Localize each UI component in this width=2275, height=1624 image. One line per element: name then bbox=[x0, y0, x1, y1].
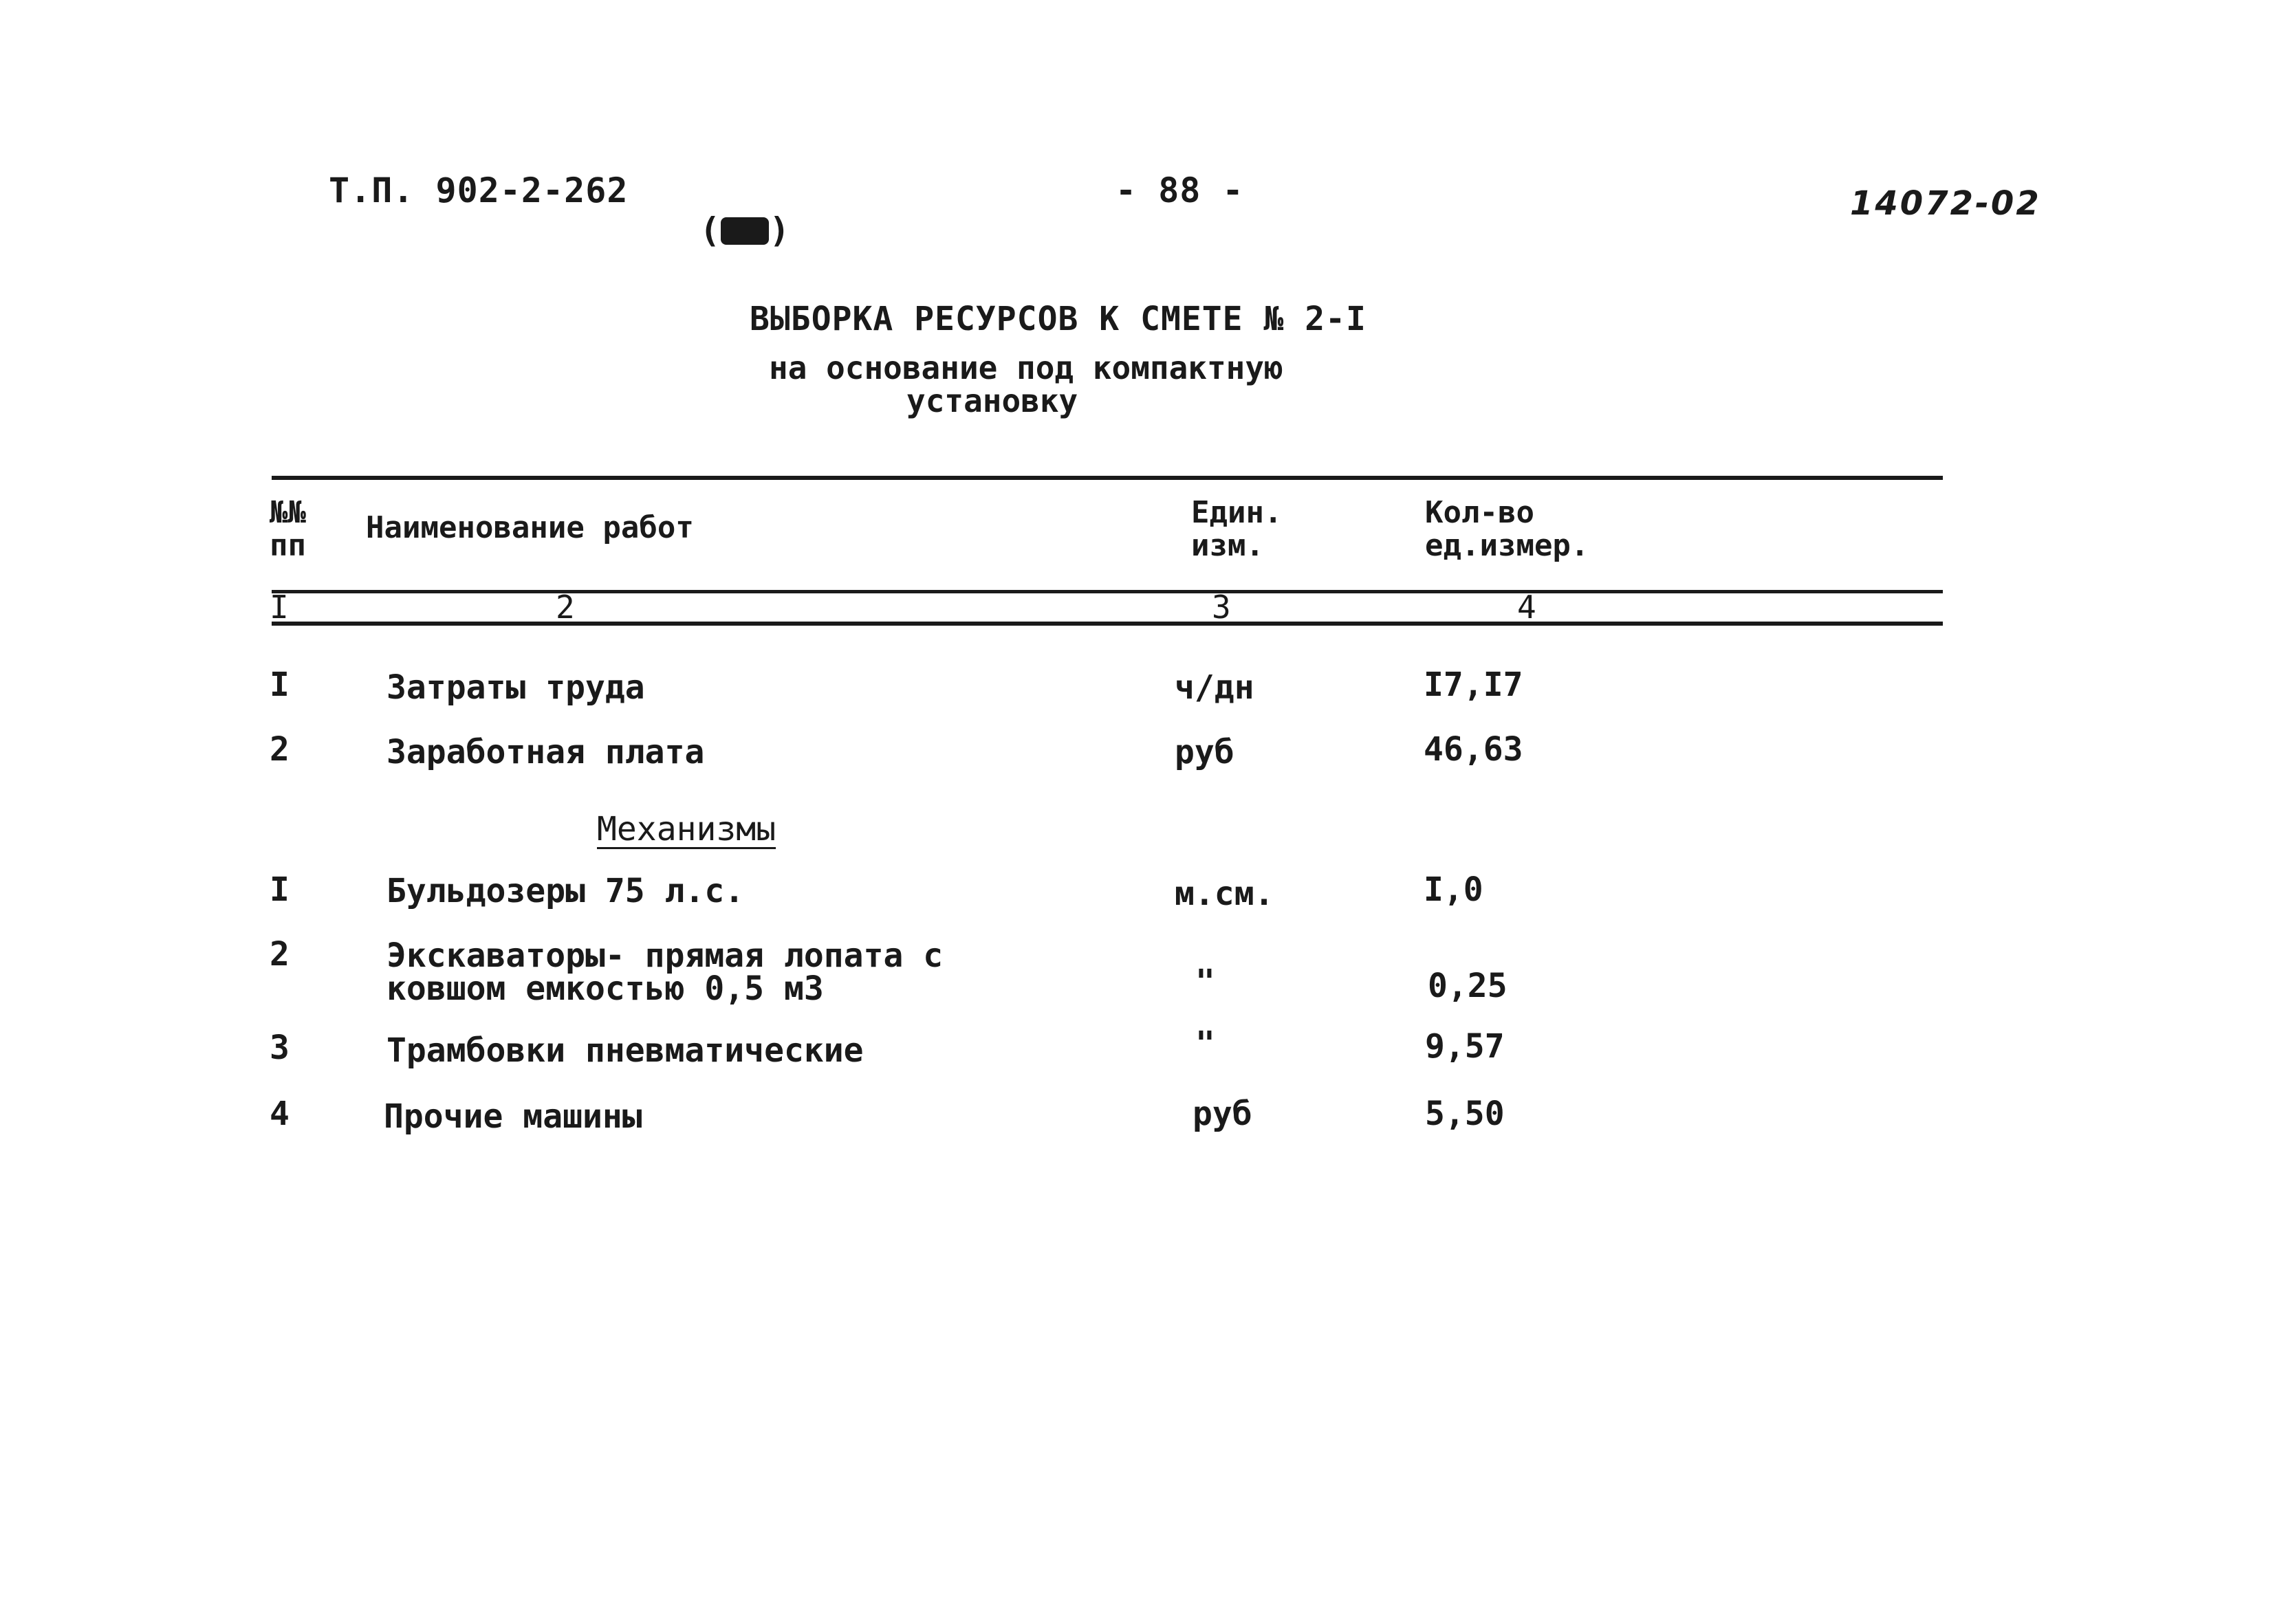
column-number-1: I bbox=[270, 589, 289, 626]
row-num: 2 bbox=[270, 730, 290, 769]
header-unit: Един. изм. bbox=[1191, 495, 1283, 563]
table-top-rule bbox=[272, 476, 1943, 480]
row-num: 4 bbox=[270, 1095, 290, 1133]
row-num: I bbox=[270, 666, 290, 704]
page-number: - 88 - bbox=[1115, 171, 1244, 210]
row-num: 3 bbox=[270, 1029, 290, 1067]
row-unit: ч/дн bbox=[1175, 668, 1254, 707]
row-qty: 46,63 bbox=[1424, 730, 1523, 769]
row-name: Трамбовки пневматические bbox=[387, 1031, 864, 1070]
header-bottom-rule bbox=[272, 590, 1943, 593]
row-qty: 0,25 bbox=[1428, 967, 1507, 1005]
row-name: Затраты труда bbox=[387, 668, 645, 707]
document-subtitle-line1: на основание под компактную bbox=[769, 349, 1283, 386]
row-unit: " bbox=[1195, 1024, 1215, 1063]
row-unit: м.см. bbox=[1175, 875, 1274, 913]
blot-mark bbox=[721, 217, 769, 245]
row-qty: 9,57 bbox=[1425, 1027, 1505, 1066]
row-name: Прочие машины bbox=[384, 1097, 642, 1136]
header-num: №№ пп bbox=[270, 495, 306, 563]
column-number-3: 3 bbox=[1212, 589, 1231, 626]
document-code: Т.П. 902-2-262 bbox=[329, 171, 629, 210]
row-name: Бульдозеры 75 л.с. bbox=[387, 872, 745, 910]
row-name: Экскаваторы- прямая лопата с ковшом емкостью 0,5 м3 bbox=[387, 936, 944, 1008]
row-name: Заработная плата bbox=[387, 733, 705, 771]
row-unit: руб bbox=[1193, 1095, 1252, 1133]
section-title-mechanisms: Механизмы bbox=[597, 810, 776, 848]
row-unit: руб bbox=[1175, 733, 1234, 771]
row-num: I bbox=[270, 870, 290, 909]
row-unit: " bbox=[1195, 963, 1215, 1001]
row-qty: I7,I7 bbox=[1424, 666, 1523, 704]
column-number-2: 2 bbox=[556, 589, 575, 626]
row-qty: I,0 bbox=[1424, 870, 1483, 909]
colnum-bottom-rule bbox=[272, 622, 1943, 626]
row-qty: 5,50 bbox=[1425, 1095, 1505, 1133]
column-number-4: 4 bbox=[1517, 589, 1536, 626]
document-title: ВЫБОРКА РЕСУРСОВ К СМЕТЕ № 2-I bbox=[750, 300, 1367, 338]
archive-number: 14072-02 bbox=[1850, 184, 2041, 223]
album-mark-open: ( bbox=[699, 210, 721, 250]
document-subtitle-line2: установку bbox=[906, 382, 1078, 419]
row-num: 2 bbox=[270, 935, 290, 974]
album-mark bbox=[657, 171, 790, 250]
header-qty: Кол-во ед.измер. bbox=[1425, 495, 1589, 563]
album-mark-close: ) bbox=[769, 210, 791, 250]
header-name: Наименование работ bbox=[366, 510, 694, 545]
